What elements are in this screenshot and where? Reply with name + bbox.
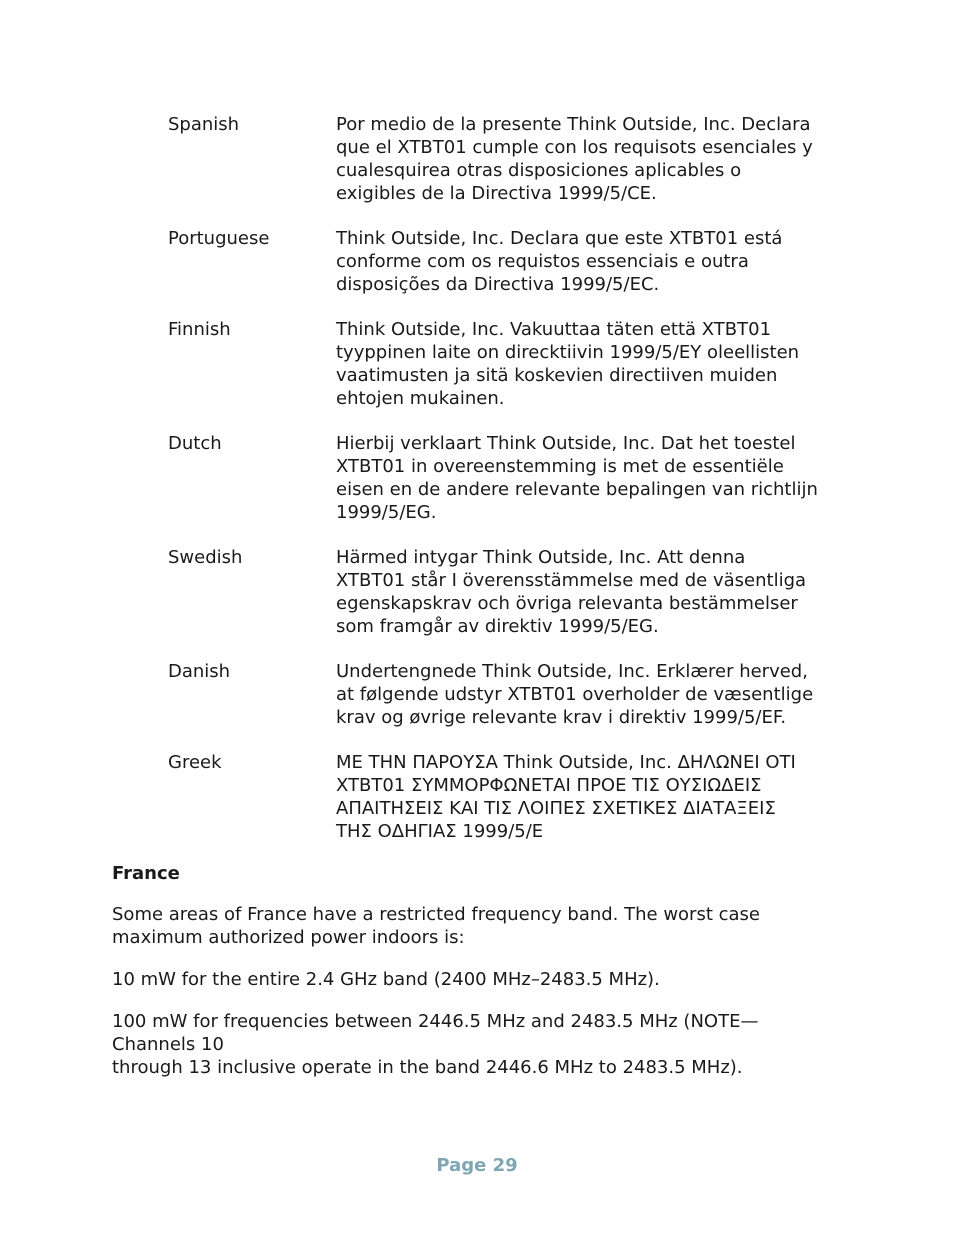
paragraph: Some areas of France have a restricted frequency band. The worst case maximum authorized power indoors is: (112, 904, 760, 948)
language-name: Danish (168, 661, 231, 682)
declaration-text: Hierbij verklaart Think Outside, Inc. Dat het toestel XTBT01 in overeenstemming is met de essentiële eisen en de andere relevante bepalingen van richtlijn 1999/5/EG. (336, 433, 818, 523)
declaration-table (168, 113, 848, 865)
page-number: Page 29 (436, 1155, 518, 1176)
declaration-row-danish (168, 660, 848, 729)
france-section (112, 862, 812, 1098)
language-name: Swedish (168, 547, 243, 568)
declaration-text: Undertengnede Think Outside, Inc. Erklærer herved, at følgende udstyr XTBT01 overholder de væsentlige krav og øvrige relevante krav i direktiv 1999/5/EF. (336, 661, 814, 728)
declaration-text: Härmed intygar Think Outside, Inc. Att denna XTBT01 står I överensstämmelse med de väsentliga egenskapskrav och övriga relevanta bestämmelser som framgår av direktiv 1999/5/EG. (336, 547, 807, 637)
paragraph: 10 mW for the entire 2.4 GHz band (2400 MHz–2483.5 MHz). (112, 969, 660, 990)
declaration-text: Think Outside, Inc. Vakuuttaa täten että XTBT01 tyyppinen laite on direcktiivin 1999/5/EY oleellisten vaatimusten ja sitä koskevien directiiven muiden ehtojen mukainen. (336, 319, 800, 409)
section-heading: France (112, 863, 180, 884)
declaration-text: ΜΕ ΤΗΝ ΠΑΡΟΥΣΑ Think Outside, Inc. ΔΗΛΩΝΕΙ ΟΤΙ XTBT01 ΣΥΜΜΟΡΦΩΝΕΤΑΙ ΠΡΟΕ ΤΙΣ ΟΥΣΙΩΔΕΙΣ ΑΠΑΙΤΗΣΕΙΣ ΚΑΙ ΤΙΣ ΛΟΙΠΕΣ ΣΧΕΤΙΚΕΣ ΔΙΑΤΑΞΕΙΣ ΤΗΣ ΟΔΗΓΙΑΣ 1999/5/Ε (336, 752, 796, 842)
language-name: Finnish (168, 319, 231, 340)
declaration-row-greek (168, 751, 848, 843)
language-name: Greek (168, 752, 222, 773)
declaration-row-portuguese (168, 227, 848, 296)
paragraph: 100 mW for frequencies between 2446.5 MHz and 2483.5 MHz (NOTE— Channels 10 through 13 inclusive operate in the band 2446.6 MHz to 2483.5 MHz). (112, 1011, 759, 1078)
declaration-row-dutch (168, 432, 848, 524)
declaration-text: Por medio de la presente Think Outside, Inc. Declara que el XTBT01 cumple con los requisots esenciales y cualesquirea otras disposiciones aplicables o exigibles de la Directiva 1999/5/CE. (336, 114, 813, 204)
language-name: Spanish (168, 114, 240, 135)
language-name: Portuguese (168, 228, 270, 249)
declaration-row-swedish (168, 546, 848, 638)
declaration-text: Think Outside, Inc. Declara que este XTBT01 está conforme com os requistos essenciais e outra disposições da Directiva 1999/5/EC. (336, 228, 783, 295)
declaration-row-spanish (168, 113, 848, 205)
declaration-row-finnish (168, 318, 848, 410)
language-name: Dutch (168, 433, 222, 454)
